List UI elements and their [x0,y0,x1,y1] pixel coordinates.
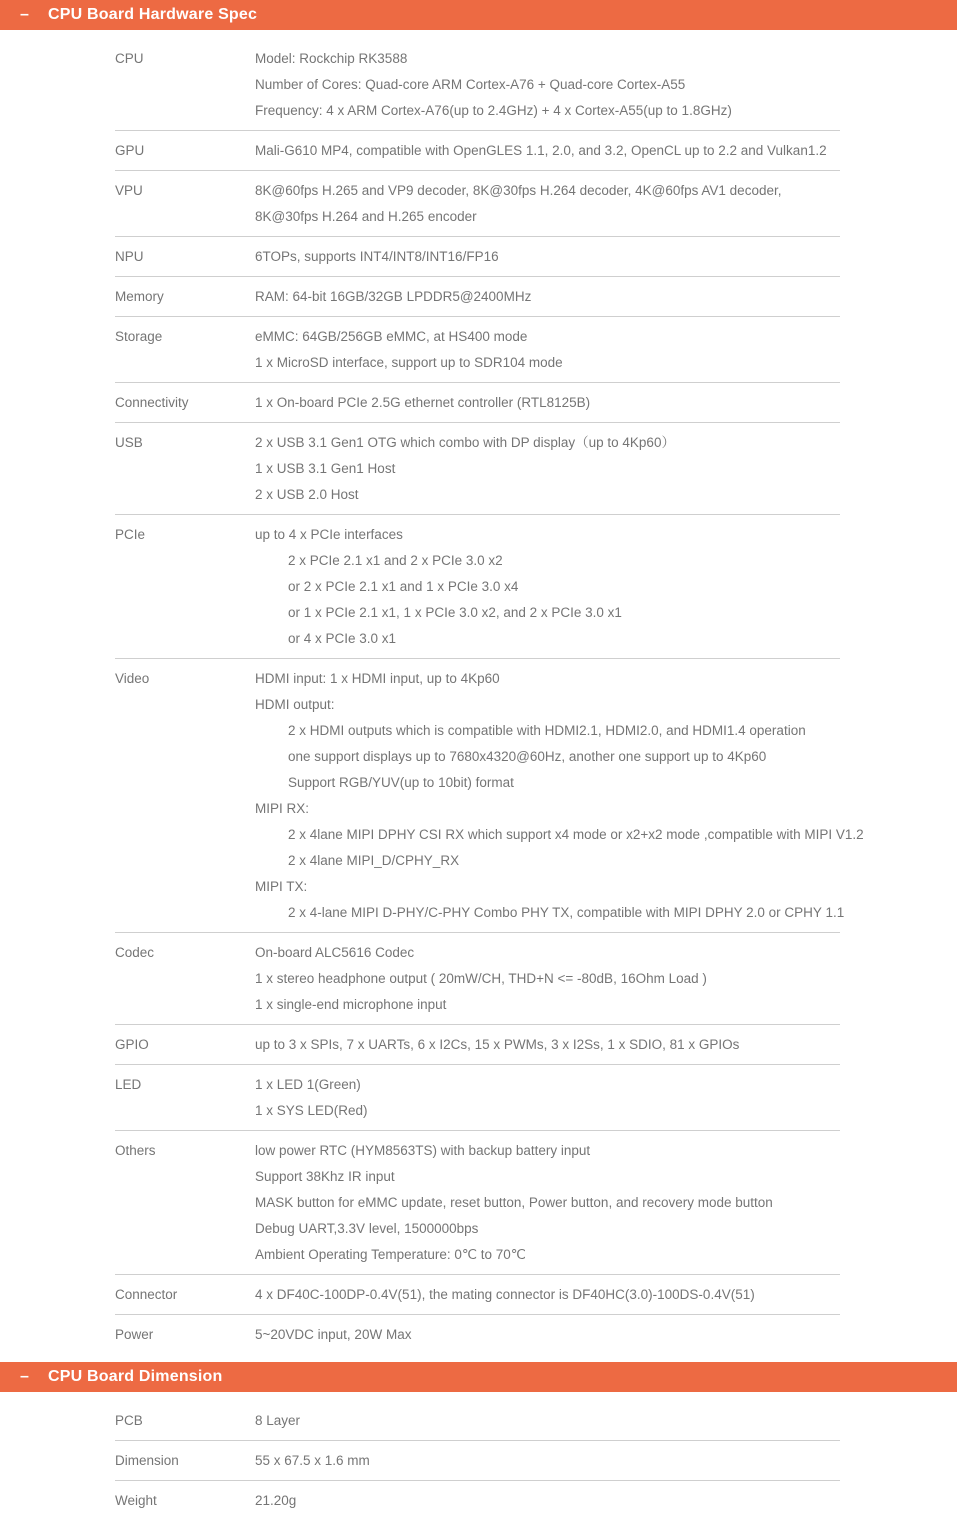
spec-values [255,430,840,508]
spec-label: VPU [115,182,143,198]
table-row [115,1401,840,1441]
spec-value-line: Model: Rockchip RK3588 [255,50,408,66]
spec-values [255,522,840,652]
spec-values [255,178,840,230]
spec-label: Others [115,1142,156,1158]
spec-value-line: eMMC: 64GB/256GB eMMC, at HS400 mode [255,328,528,344]
table-row [115,383,840,423]
spec-values [255,1032,840,1058]
spec-value-line: HDMI output: [255,696,335,712]
spec-label: NPU [115,248,144,264]
spec-label: Dimension [115,1452,179,1468]
spec-label: PCB [115,1412,143,1428]
spec-values [255,1488,840,1514]
spec-value-line: 4 x DF40C-100DP-0.4V(51), the mating connector is DF40HC(3.0)-100DS-0.4V(51) [255,1286,755,1302]
spec-label: Storage [115,328,163,344]
spec-value-line: or 1 x PCIe 2.1 x1, 1 x PCIe 3.0 x2, and 2 x PCIe 3.0 x1 [288,604,622,620]
spec-value-line: up to 3 x SPIs, 7 x UARTs, 6 x I2Cs, 15 x PWMs, 3 x I2Ss, 1 x SDIO, 81 x GPIOs [255,1036,740,1052]
spec-value-line: 2 x USB 3.1 Gen1 OTG which combo with DP display（up to 4Kp60） [255,434,675,450]
table-row [115,933,840,1025]
table-row [115,277,840,317]
spec-label: Memory [115,288,164,304]
table-row [115,1441,840,1481]
spec-label: GPIO [115,1036,149,1052]
spec-values [255,666,864,926]
spec-values [255,1408,840,1434]
spec-value-line: Support 38Khz IR input [255,1168,395,1184]
table-row [115,1275,840,1315]
spec-value-line: Ambient Operating Temperature: 0℃ to 70℃ [255,1246,526,1262]
spec-values [255,244,840,270]
spec-label: CPU [115,50,144,66]
spec-values [255,1322,840,1348]
spec-value-line: 1 x MicroSD interface, support up to SDR104 mode [255,354,563,370]
table-row [115,237,840,277]
spec-label: GPU [115,142,145,158]
spec-value-line: 8 Layer [255,1412,301,1428]
spec-value-line: RAM: 64-bit 16GB/32GB LPDDR5@2400MHz [255,288,532,304]
spec-values [255,138,840,164]
table-row [115,1065,840,1131]
table-row [115,171,840,237]
spec-value-line: On-board ALC5616 Codec [255,944,415,960]
collapse-minus-icon[interactable]: – [20,1368,29,1385]
spec-value-line: 1 x SYS LED(Red) [255,1102,368,1118]
spec-value-line: 6TOPs, supports INT4/INT8/INT16/FP16 [255,248,499,264]
table-row [115,1025,840,1065]
spec-label: Weight [115,1492,157,1508]
section-title: CPU Board Hardware Spec [48,6,258,23]
table-row [115,131,840,171]
spec-label: Connectivity [115,394,189,410]
spec-label: Video [115,670,150,686]
section-title: CPU Board Dimension [48,1368,223,1385]
spec-value-line: 1 x LED 1(Green) [255,1076,361,1092]
spec-value-line: 1 x single-end microphone input [255,996,447,1012]
spec-value-line: or 4 x PCIe 3.0 x1 [288,630,397,646]
spec-table [115,1401,840,1520]
table-row [115,659,864,933]
spec-value-line: Debug UART,3.3V level, 1500000bps [255,1220,479,1236]
spec-values [255,46,840,124]
spec-label: Connector [115,1286,178,1302]
spec-value-line: Support RGB/YUV(up to 10bit) format [288,774,514,790]
spec-value-line: 5~20VDC input, 20W Max [255,1326,412,1342]
table-row [115,423,840,515]
spec-value-line: Number of Cores: Quad-core ARM Cortex-A76 + Quad-core Cortex-A55 [255,76,686,92]
spec-value-line: 8K@30fps H.264 and H.265 encoder [255,208,477,224]
section-header[interactable] [0,0,957,30]
spec-value-line: 1 x stereo headphone output ( 20mW/CH, THD+N <= -80dB, 16Ohm Load ) [255,970,707,986]
spec-value-line: MASK button for eMMC update, reset button, Power button, and recovery mode button [255,1194,773,1210]
spec-value-line: 2 x 4-lane MIPI D-PHY/C-PHY Combo PHY TX, compatible with MIPI DPHY 2.0 or CPHY 1.1 [288,904,845,920]
spec-values [255,390,840,416]
spec-values [255,1282,840,1308]
spec-value-line: 55 x 67.5 x 1.6 mm [255,1452,370,1468]
spec-values [255,324,840,376]
spec-value-line: 2 x PCIe 2.1 x1 and 2 x PCIe 3.0 x2 [288,552,503,568]
table-row [115,1131,840,1275]
table-row [115,39,840,131]
spec-value-line: Frequency: 4 x ARM Cortex-A76(up to 2.4GHz) + 4 x Cortex-A55(up to 1.8GHz) [255,102,732,118]
spec-value-line: HDMI input: 1 x HDMI input, up to 4Kp60 [255,670,500,686]
spec-values [255,1448,840,1474]
spec-value-line: 2 x 4lane MIPI DPHY CSI RX which support x4 mode or x2+x2 mode ,compatible with MIPI V1.2 [288,826,864,842]
collapse-minus-icon[interactable]: – [20,6,29,23]
spec-value-line: low power RTC (HYM8563TS) with backup battery input [255,1142,591,1158]
spec-values [255,1138,840,1268]
spec-label: Codec [115,944,155,960]
spec-values [255,940,840,1018]
spec-values [255,1072,840,1124]
spec-value-line: 2 x HDMI outputs which is compatible with HDMI2.1, HDMI2.0, and HDMI1.4 operation [288,722,806,738]
spec-label: PCIe [115,526,146,542]
spec-value-line: 21.20g [255,1492,297,1508]
spec-value-line: 1 x On-board PCIe 2.5G ethernet controller (RTL8125B) [255,394,591,410]
table-row [115,1481,840,1520]
spec-value-line: or 2 x PCIe 2.1 x1 and 1 x PCIe 3.0 x4 [288,578,519,594]
spec-value-line: up to 4 x PCIe interfaces [255,526,403,542]
table-row [115,1315,840,1354]
spec-label: USB [115,434,143,450]
spec-label: Power [115,1326,154,1342]
spec-section [0,1362,957,1520]
table-row [115,317,840,383]
spec-value-line: one support displays up to 7680x4320@60Hz, another one support up to 4Kp60 [288,748,767,764]
spec-value-line: 2 x 4lane MIPI_D/CPHY_RX [288,852,460,868]
section-header[interactable] [0,1362,957,1392]
spec-value-line: MIPI TX: [255,878,308,894]
spec-value-line: 8K@60fps H.265 and VP9 decoder, 8K@30fps H.264 decoder, 4K@60fps AV1 decoder, [255,182,782,198]
spec-value-line: MIPI RX: [255,800,310,816]
spec-label: LED [115,1076,142,1092]
spec-value-line: 1 x USB 3.1 Gen1 Host [255,460,396,476]
spec-values [255,284,840,310]
spec-table [115,39,864,1354]
table-row [115,515,840,659]
spec-value-line: Mali-G610 MP4, compatible with OpenGLES 1.1, 2.0, and 3.2, OpenCL up to 2.2 and Vulkan1.2 [255,142,827,158]
spec-value-line: 2 x USB 2.0 Host [255,486,359,502]
